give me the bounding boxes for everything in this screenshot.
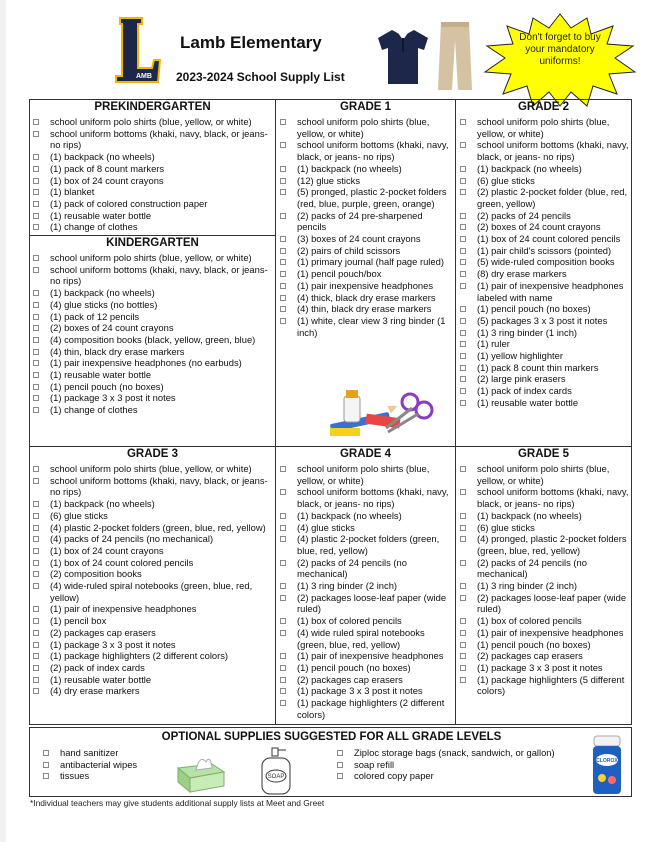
supply-item: (6) glue sticks [457, 522, 630, 534]
tissue-box-image [172, 750, 228, 794]
supply-item: school uniform bottoms (khaki, navy, black, or jeans- no rips) [30, 475, 273, 498]
supply-item: (12) glue sticks [277, 175, 453, 187]
supply-grid [29, 99, 632, 725]
divider [275, 100, 276, 446]
supply-item: (1) pair of inexpensive headphones [277, 650, 453, 662]
supply-item: (1) 3 ring binder (2 inch) [277, 580, 453, 592]
supply-item: (1) pair child's scissors (pointed) [457, 245, 630, 257]
supply-item: (1) pack of index cards [457, 385, 630, 397]
supply-item: (1) pencil pouch/box [277, 268, 453, 280]
supply-item: school uniform bottoms (khaki, navy, black, or jeans- no rips) [30, 264, 273, 287]
supply-item: tissues [40, 770, 170, 782]
supply-item: Ziploc storage bags (snack, sandwich, or gallon) [334, 747, 574, 759]
supply-item: (1) box of colored pencils [457, 615, 630, 627]
supply-item: (1) backpack (no wheels) [30, 151, 273, 163]
divider [30, 235, 275, 236]
optional-list-left [40, 747, 170, 782]
supply-item: (1) pair of inexpensive headphones labeled with name [457, 280, 630, 303]
disinfecting-wipes-image [590, 734, 624, 796]
supply-item: (1) package 3 x 3 post it notes [30, 639, 273, 651]
supply-item: (4) plastic 2-pocket folders (green, blue, red, yellow) [30, 522, 273, 534]
supply-item: (2) packs of 24 pencils (no mechanical) [457, 557, 630, 580]
supply-item: (1) pack of colored construction paper [30, 198, 273, 210]
supply-item: (2) packs of 24 pencils [457, 210, 630, 222]
supply-item: (1) 3 ring binder (1 inch) [457, 327, 630, 339]
school-name: Lamb Elementary [180, 33, 322, 52]
optional-heading: OPTIONAL SUPPLIES SUGGESTED FOR ALL GRADE LEVELS [161, 731, 502, 743]
supply-item: (1) box of 24 count crayons [30, 175, 273, 187]
supply-item: (1) pair of inexpensive headphones [30, 603, 273, 615]
supply-item: (1) primary journal (half page ruled) [277, 256, 453, 268]
grade2-heading: GRADE 2 [517, 101, 570, 113]
supply-item: (1) pack of 8 count markers [30, 163, 273, 175]
supply-item: (4) thin, black dry erase markers [30, 346, 273, 358]
supply-item: (2) large pink erasers [457, 373, 630, 385]
supply-item: school uniform bottoms (khaki, navy, black, or jeans- no rips) [457, 139, 630, 162]
grade5-heading: GRADE 5 [517, 448, 570, 460]
supply-item: (2) packages cap erasers [277, 674, 453, 686]
supply-item: (4) glue sticks (no bottles) [30, 299, 273, 311]
supply-item: (1) ruler [457, 338, 630, 350]
lamb-logo [112, 16, 162, 88]
supply-item: (1) pencil box [30, 615, 273, 627]
prek-heading: PREKINDERGARTEN [94, 101, 211, 113]
supply-item: school uniform polo shirts (blue, yellow, or white) [457, 116, 630, 139]
grade3-list [30, 463, 273, 697]
supply-item: (6) glue sticks [30, 510, 273, 522]
supply-item: soap refill [334, 759, 574, 771]
footnote: *Individual teachers may give students additional supply lists at Meet and Greet [30, 798, 325, 808]
divider [455, 100, 456, 724]
supply-item: (1) package 3 x 3 post it notes [457, 662, 630, 674]
soap-bottle-image [256, 746, 296, 796]
supply-item: school uniform polo shirts (blue, yellow, or white) [30, 252, 273, 264]
supply-item: (1) box of colored pencils [277, 615, 453, 627]
supply-item: (4) pronged, plastic 2-pocket folders (green, blue, red, yellow) [457, 533, 630, 556]
prek-list [30, 116, 273, 233]
supply-item: (4) packs of 24 pencils (no mechanical) [30, 533, 273, 545]
supply-item: (8) dry erase markers [457, 268, 630, 280]
supply-item: (1) box of 24 count colored pencils [30, 557, 273, 569]
supply-item: (5) pronged, plastic 2-pocket folders (red, blue, purple, green, orange) [277, 186, 453, 209]
supply-item: (1) reusable water bottle [30, 210, 273, 222]
supply-item: colored copy paper [334, 770, 574, 782]
uniform-reminder-text: Don't forget to buy your mandatory uniforms! [519, 32, 601, 67]
supply-item: (4) plastic 2-pocket folders (green, blue, red, yellow) [277, 533, 453, 556]
supply-item: (2) pairs of child scissors [277, 245, 453, 257]
supply-item: school uniform polo shirts (blue, yellow, or white) [30, 463, 273, 475]
supply-item: school uniform polo shirts (blue, yellow, or white) [277, 116, 453, 139]
supply-item: (5) wide-ruled composition books [457, 256, 630, 268]
supply-item: (1) change of clothes [30, 404, 273, 416]
grade3-heading: GRADE 3 [126, 448, 179, 460]
supply-item: (1) pair inexpensive headphones [277, 280, 453, 292]
supply-item: (3) boxes of 24 count crayons [277, 233, 453, 245]
supply-item: (4) thin, black dry erase markers [277, 303, 453, 315]
supply-item: (2) pack of index cards [30, 662, 273, 674]
supply-item: (2) packages loose-leaf paper (wide ruled) [457, 592, 630, 615]
supply-item: (1) box of 24 count colored pencils [457, 233, 630, 245]
supply-item: (1) package 3 x 3 post it notes [30, 392, 273, 404]
supply-item: (1) backpack (no wheels) [277, 510, 453, 522]
supply-item: school uniform bottoms (khaki, navy, black, or jeans- no rips) [277, 486, 453, 509]
grade1-list [277, 116, 453, 338]
supply-item: (1) pencil pouch (no boxes) [457, 639, 630, 651]
supply-item: (1) backpack (no wheels) [457, 163, 630, 175]
supply-item: (4) composition books (black, yellow, green, blue) [30, 334, 273, 346]
supply-item: (1) package highlighters (2 different colors) [30, 650, 273, 662]
supply-item: (2) packages loose-leaf paper (wide ruled) [277, 592, 453, 615]
supply-item: (1) backpack (no wheels) [457, 510, 630, 522]
page-edge [0, 0, 6, 842]
supply-item: (2) composition books [30, 568, 273, 580]
grade2-list [457, 116, 630, 409]
supply-item: antibacterial wipes [40, 759, 170, 771]
supply-item: (1) 3 ring binder (2 inch) [457, 580, 630, 592]
supply-item: school uniform bottoms (khaki, navy, black, or jeans- no rips) [277, 139, 453, 162]
supply-item: (1) backpack (no wheels) [30, 498, 273, 510]
soap-label: SOAP [267, 774, 285, 780]
supply-item: (2) packages cap erasers [30, 627, 273, 639]
supply-item: (1) backpack (no wheels) [277, 163, 453, 175]
supply-item: (2) plastic 2-pocket folder (blue, red, green, yellow) [457, 186, 630, 209]
supply-item: (5) packages 3 x 3 post it notes [457, 315, 630, 327]
supply-item: (1) pair inexpensive headphones (no earbuds) [30, 357, 273, 369]
supply-item: (4) glue sticks [277, 522, 453, 534]
supply-item: (1) change of clothes [30, 221, 273, 233]
wipes-label: CLOROX [596, 758, 618, 764]
supply-item: (4) dry erase markers [30, 685, 273, 697]
supply-item: (2) boxes of 24 count crayons [457, 221, 630, 233]
list-title: 2023-2024 School Supply List [176, 70, 345, 84]
supply-item: (1) pencil pouch (no boxes) [30, 381, 273, 393]
supply-item: (2) boxes of 24 count crayons [30, 322, 273, 334]
supply-item: (1) pack of 12 pencils [30, 311, 273, 323]
supply-item: school uniform polo shirts (blue, yellow, or white) [30, 116, 273, 128]
supply-item: (1) reusable water bottle [457, 397, 630, 409]
grade4-list [277, 463, 453, 720]
supply-item: (1) backpack (no wheels) [30, 287, 273, 299]
supply-item: (1) white, clear view 3 ring binder (1 inch) [277, 315, 453, 338]
supply-item: (1) package highlighters (5 different colors) [457, 674, 630, 697]
supply-item: (1) box of 24 count crayons [30, 545, 273, 557]
kindergarten-heading: KINDERGARTEN [106, 237, 199, 249]
supply-item: (1) pencil pouch (no boxes) [457, 303, 630, 315]
supply-item: (1) blanket [30, 186, 273, 198]
khaki-pants-image [436, 20, 474, 92]
supply-item: (4) wide-ruled spiral notebooks (green, blue, red, yellow) [30, 580, 273, 603]
supply-item: (1) pair of inexpensive headphones [457, 627, 630, 639]
supply-item: hand sanitizer [40, 747, 170, 759]
supply-item: (2) packages cap erasers [457, 650, 630, 662]
school-supplies-clipart [326, 388, 436, 442]
supply-item: school uniform bottoms (khaki, navy, black, or jeans-no rips) [30, 128, 273, 151]
supply-item: (2) packs of 24 pencils (no mechanical) [277, 557, 453, 580]
grade1-heading: GRADE 1 [339, 101, 392, 113]
kindergarten-list [30, 252, 273, 416]
supply-item: (1) reusable water bottle [30, 674, 273, 686]
optional-supplies-box [29, 727, 632, 797]
optional-list-right [334, 747, 574, 782]
divider [30, 446, 631, 447]
supply-item: (1) reusable water bottle [30, 369, 273, 381]
supply-item: (1) yellow highlighter [457, 350, 630, 362]
logo-text: AMB [136, 73, 152, 80]
polo-shirt-image [374, 26, 432, 86]
supply-item: (1) package highlighters (2 different colors) [277, 697, 453, 720]
supply-item: (1) package 3 x 3 post it notes [277, 685, 453, 697]
divider [275, 446, 276, 724]
supply-item: school uniform polo shirts (blue, yellow, or white) [277, 463, 453, 486]
supply-item: school uniform polo shirts (blue, yellow, or white) [457, 463, 630, 486]
supply-item: school uniform bottoms (khaki, navy, black, or jeans- no rips) [457, 486, 630, 509]
supply-item: (4) wide ruled spiral notebooks (green, blue, red, yellow) [277, 627, 453, 650]
supply-item: (4) thick, black dry erase markers [277, 292, 453, 304]
grade4-heading: GRADE 4 [339, 448, 392, 460]
grade5-list [457, 463, 630, 697]
supply-item: (2) packs of 24 pre-sharpened pencils [277, 210, 453, 233]
supply-item: (1) pencil pouch (no boxes) [277, 662, 453, 674]
supply-item: (6) glue sticks [457, 175, 630, 187]
supply-item: (1) pack 8 count thin markers [457, 362, 630, 374]
